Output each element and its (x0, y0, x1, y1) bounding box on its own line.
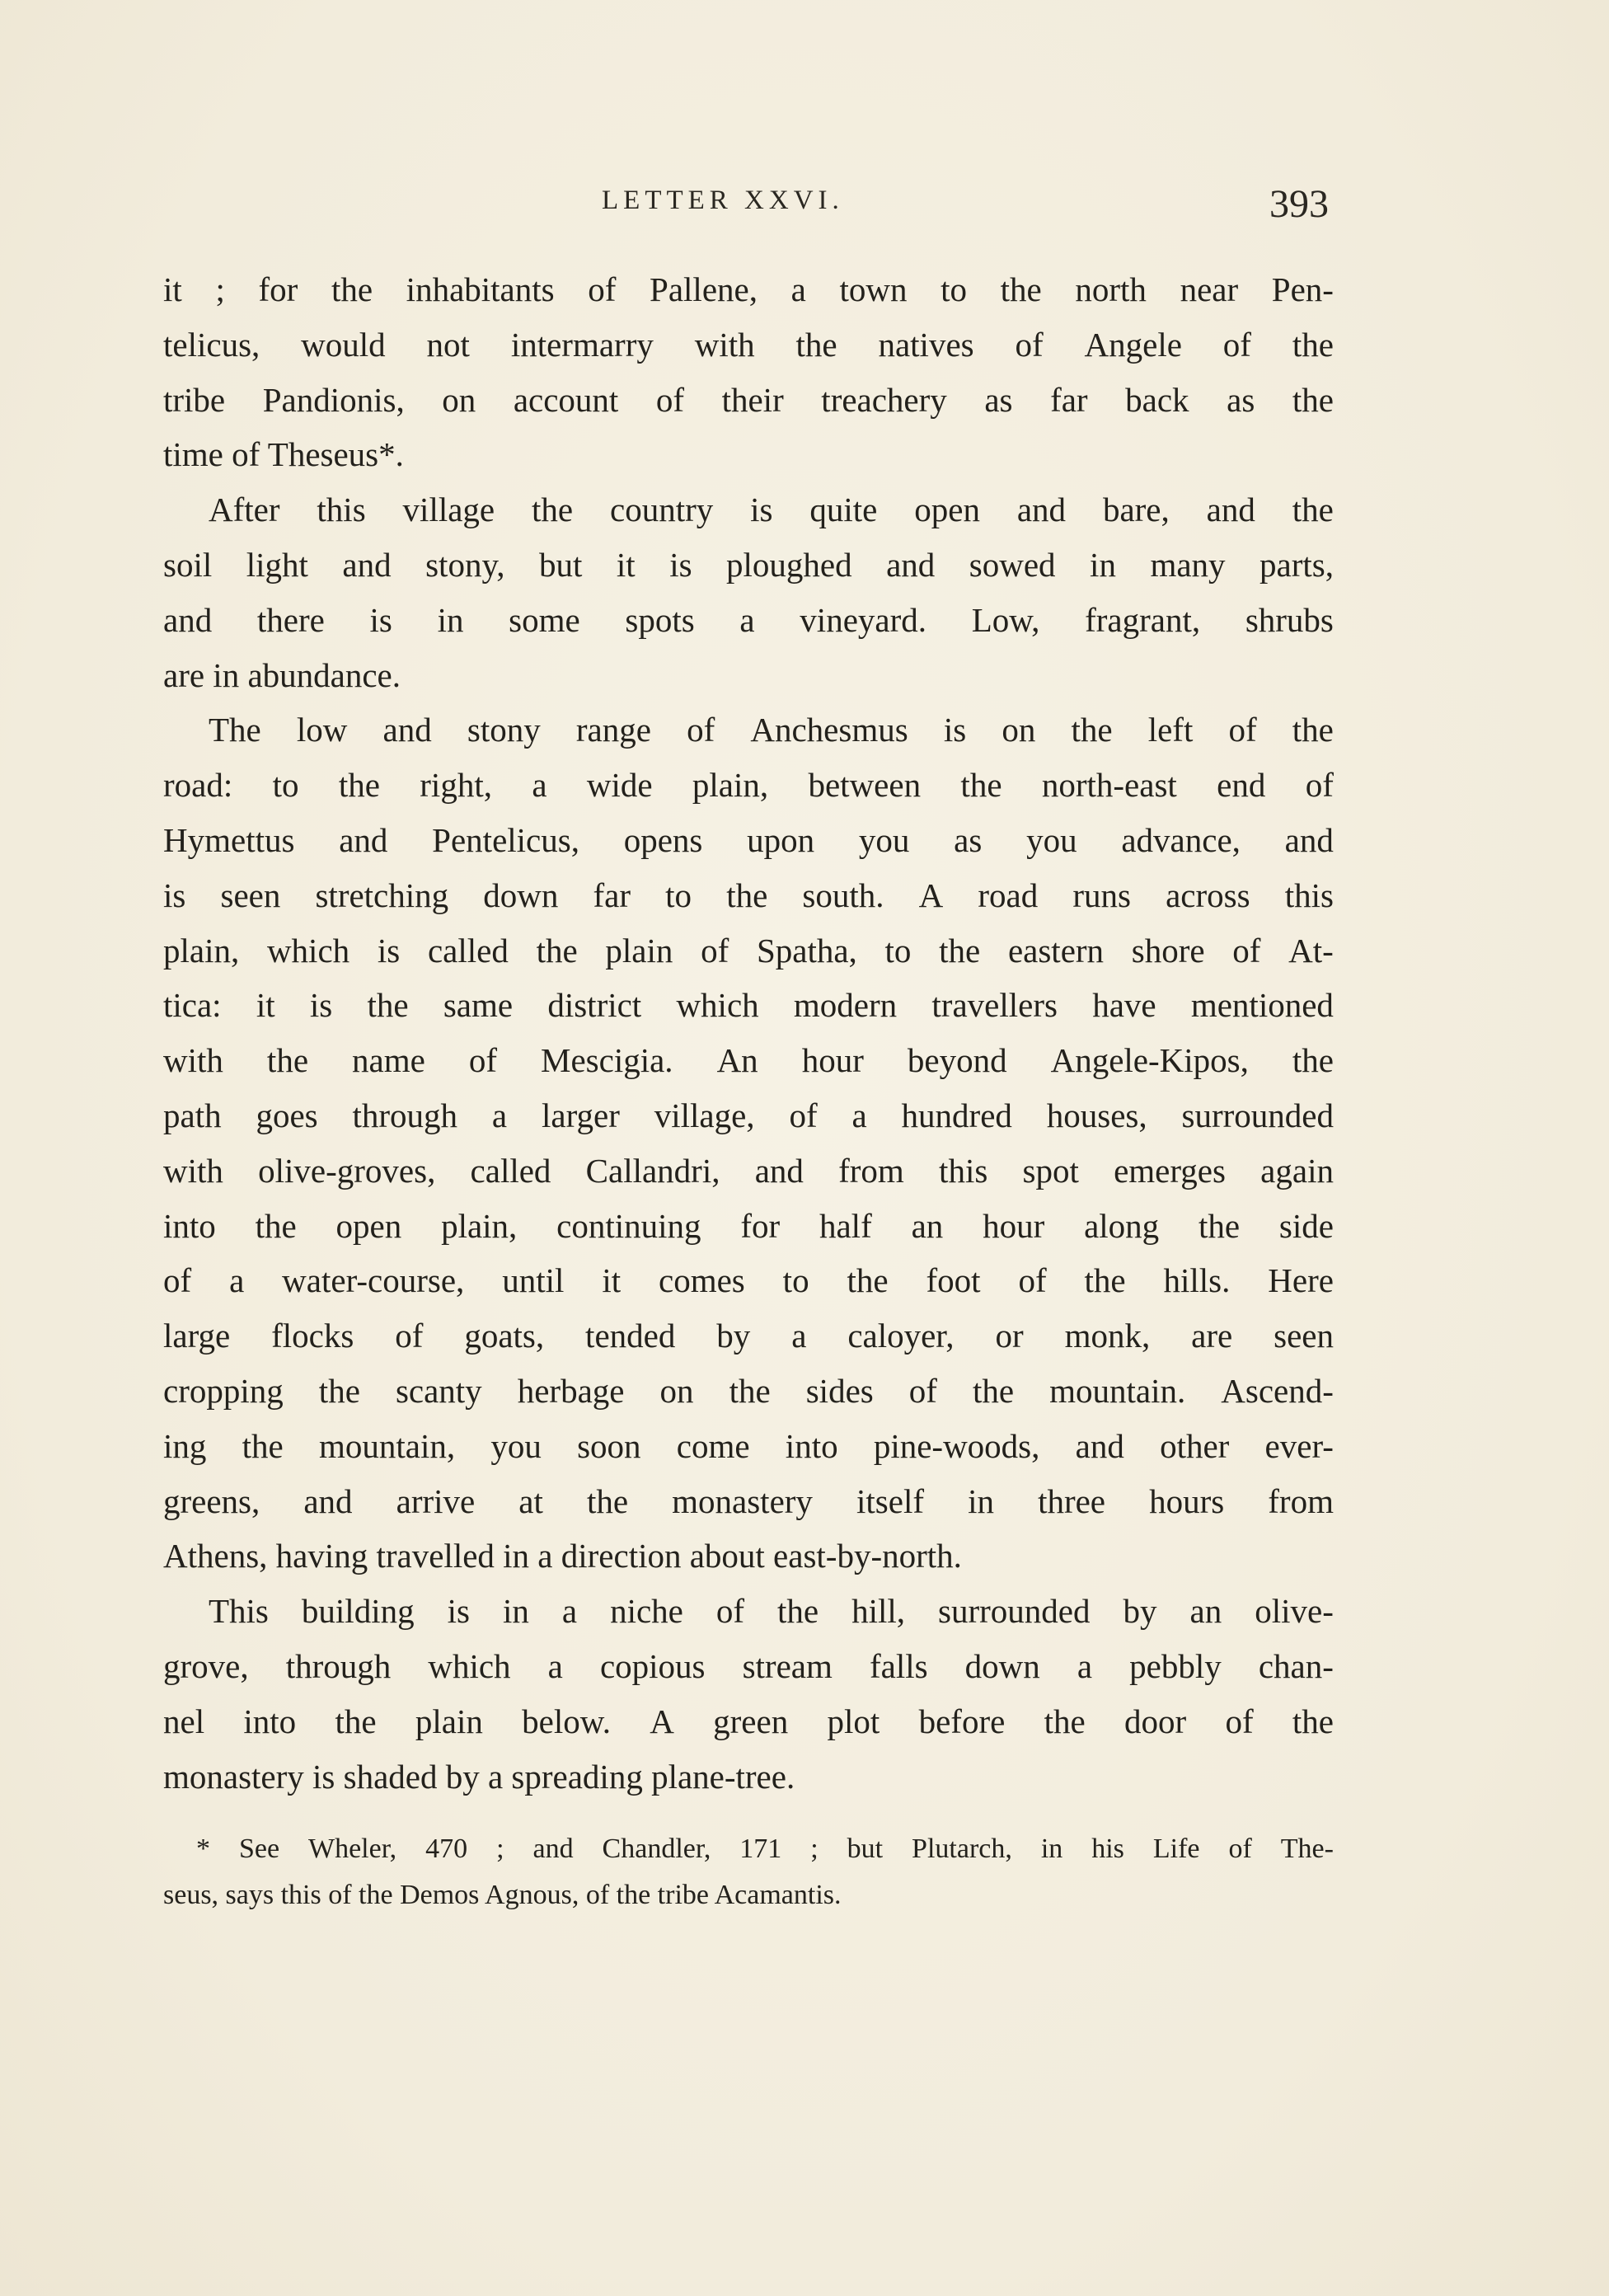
text-line: ing the mountain, you soon come into pine-woods, and other ever- (163, 1426, 1334, 1465)
text-line: path goes through a larger village, of a hundred houses, surrounded (163, 1096, 1334, 1134)
text-line: nel into the plain below. A green plot before the door of the (163, 1702, 1334, 1740)
text-line: and there is in some spots a vineyard. Low, fragrant, shrubs (163, 600, 1334, 639)
text-line: telicus, would not intermarry with the natives of Angele of the (163, 325, 1334, 364)
text-line: plain, which is called the plain of Spatha, to the eastern shore of At- (163, 931, 1334, 970)
text-line: This building is in a niche of the hill, surrounded by an olive- (209, 1592, 1334, 1631)
running-head: LETTER XXVI. (602, 185, 844, 215)
footnote-line: seus, says this of the Demos Agnous, of the tribe Acamantis. (163, 1880, 842, 1910)
text-line: with the name of Mescigia. An hour beyond Angele-Kipos, the (163, 1041, 1334, 1080)
text-line: soil light and stony, but it is ploughed and sowed in many parts, (163, 545, 1334, 584)
page-number: 393 (1269, 182, 1329, 226)
text-line: grove, through which a copious stream falls down a pebbly chan- (163, 1646, 1334, 1685)
text-line: tica: it is the same district which modern travellers have mentioned (163, 986, 1334, 1025)
text-line: are in abundance. (163, 655, 401, 694)
text-line: road: to the right, a wide plain, between the north-east end of (163, 766, 1334, 805)
footnote-line: * See Wheler, 470 ; and Chandler, 171 ; but Plutarch, in his Life of The- (196, 1834, 1334, 1864)
text-line: time of Theseus*. (163, 435, 404, 474)
text-line: of a water-course, until it comes to the foot of the hills. Here (163, 1261, 1334, 1300)
text-line: into the open plain, continuing for half an hour along the side (163, 1206, 1334, 1245)
text-line: large flocks of goats, tended by a caloyer, or monk, are seen (163, 1317, 1334, 1355)
text-line: monastery is shaded by a spreading plane-tree. (163, 1757, 795, 1796)
text-line: tribe Pandionis, on account of their treachery as far back as the (163, 380, 1334, 419)
footnote (163, 1826, 1334, 1918)
text-line: Hymettus and Pentelicus, opens upon you as you advance, and (163, 820, 1334, 859)
text-line: it ; for the inhabitants of Pallene, a town to the north near Pen- (163, 270, 1334, 308)
text-line: is seen stretching down far to the south. A road runs across this (163, 876, 1334, 914)
text-line: with olive-groves, called Callandri, and from this spot emerges again (163, 1151, 1334, 1190)
text-line: greens, and arrive at the monastery itself in three hours from (163, 1481, 1334, 1520)
text-line: Athens, having travelled in a direction about east-by-north. (163, 1537, 962, 1575)
text-line: After this village the country is quite open and bare, and the (209, 491, 1334, 529)
text-line: The low and stony range of Anchesmus is on the left of the (209, 711, 1334, 749)
text-line: cropping the scanty herbage on the sides of the mountain. Ascend- (163, 1371, 1334, 1410)
body-text (163, 262, 1334, 1804)
